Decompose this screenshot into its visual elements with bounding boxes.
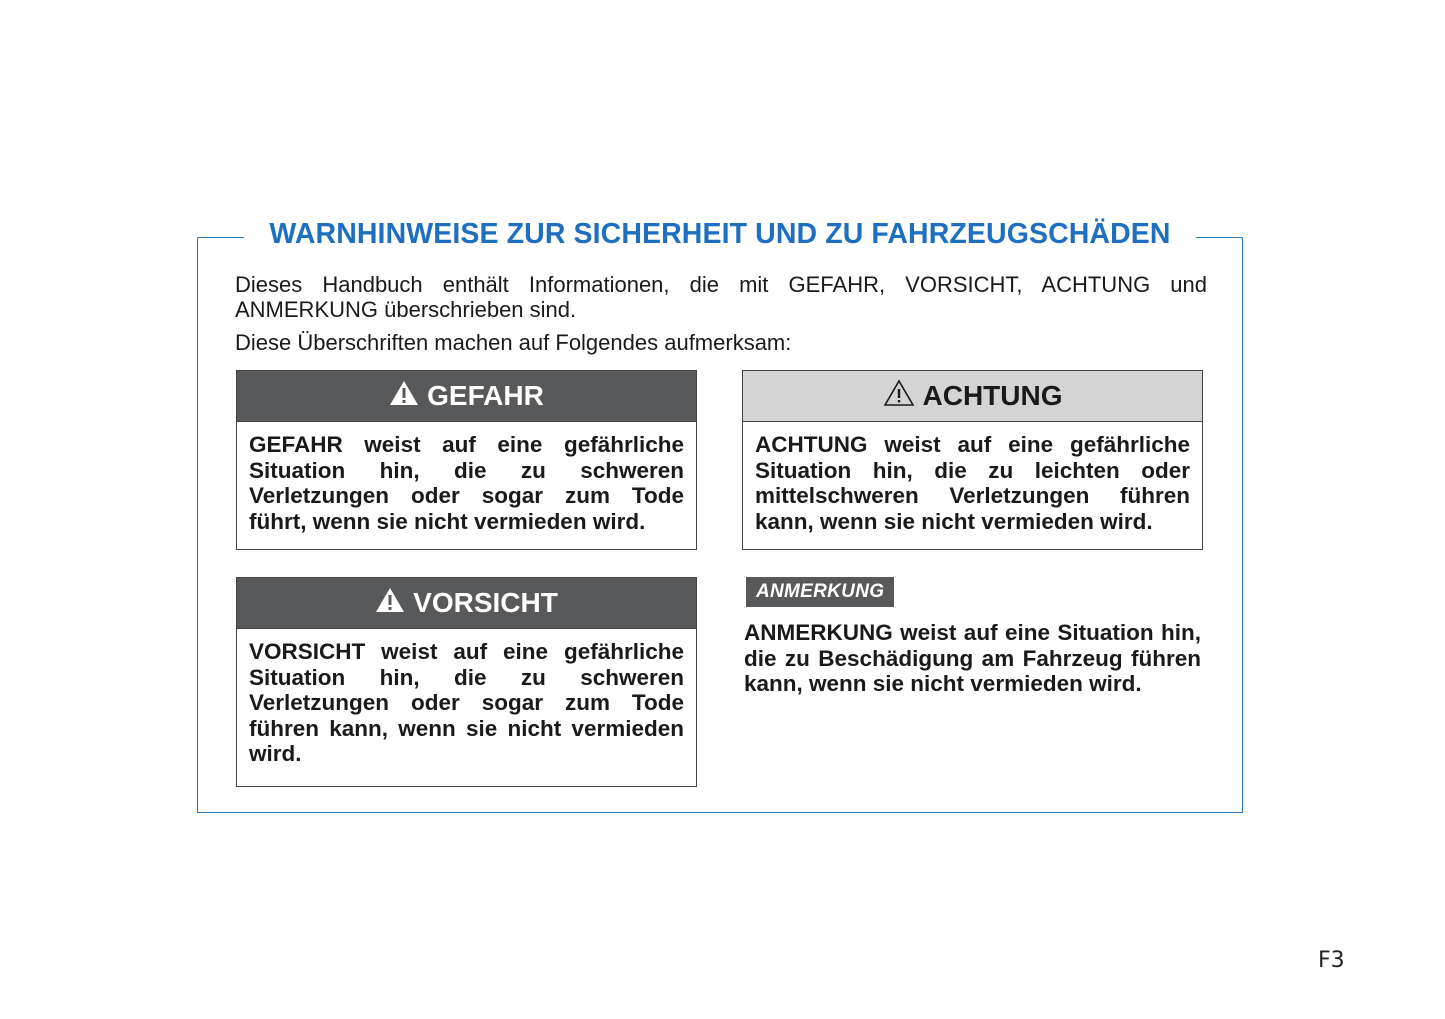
- danger-box: [236, 370, 697, 550]
- danger-text: GEFAHR weist auf eine gefährliche Situation hin, die zu schweren Verletzungen oder sogar zum Tode führt, wenn sie nicht vermieden wird.: [249, 432, 684, 534]
- caution-header: [743, 371, 1202, 422]
- page-number: F3: [1318, 948, 1345, 973]
- caution-heading: ACHTUNG: [922, 380, 1063, 411]
- warning-text: VORSICHT weist auf eine gefährliche Situation hin, die zu schweren Verletzungen oder sogar zum Tode führen kann, wenn sie nicht vermieden wird.: [249, 639, 684, 766]
- section-title: WARNHINWEISE ZUR SICHERHEIT UND ZU FAHRZEUGSCHÄDEN: [244, 214, 1196, 254]
- intro-subline: Diese Überschriften machen auf Folgendes aufmerksam:: [235, 330, 792, 355]
- warning-triangle-outline-icon: [883, 379, 915, 414]
- warning-heading: VORSICHT: [413, 587, 558, 618]
- warning-triangle-filled-icon: [389, 380, 419, 413]
- danger-header: [237, 371, 696, 422]
- caution-box: [742, 370, 1203, 550]
- warning-triangle-filled-icon: [375, 587, 405, 620]
- warning-header: [237, 578, 696, 629]
- warning-box: [236, 577, 697, 787]
- caution-text: ACHTUNG weist auf eine gefährliche Situation hin, die zu leichten oder mittelschweren Verletzungen führen kann, wenn sie nicht vermieden wird.: [755, 432, 1190, 534]
- notice-text: ANMERKUNG weist auf eine Situation hin, die zu Beschädigung am Fahrzeug führen kann, wenn sie nicht vermieden wird.: [744, 620, 1201, 696]
- danger-heading: GEFAHR: [427, 380, 544, 411]
- notice-badge: ANMERKUNG: [746, 577, 894, 607]
- intro-paragraph: Dieses Handbuch enthält Informationen, die mit GEFAHR, VORSICHT, ACHTUNG und ANMERKUNG überschrieben sind.: [235, 272, 1207, 322]
